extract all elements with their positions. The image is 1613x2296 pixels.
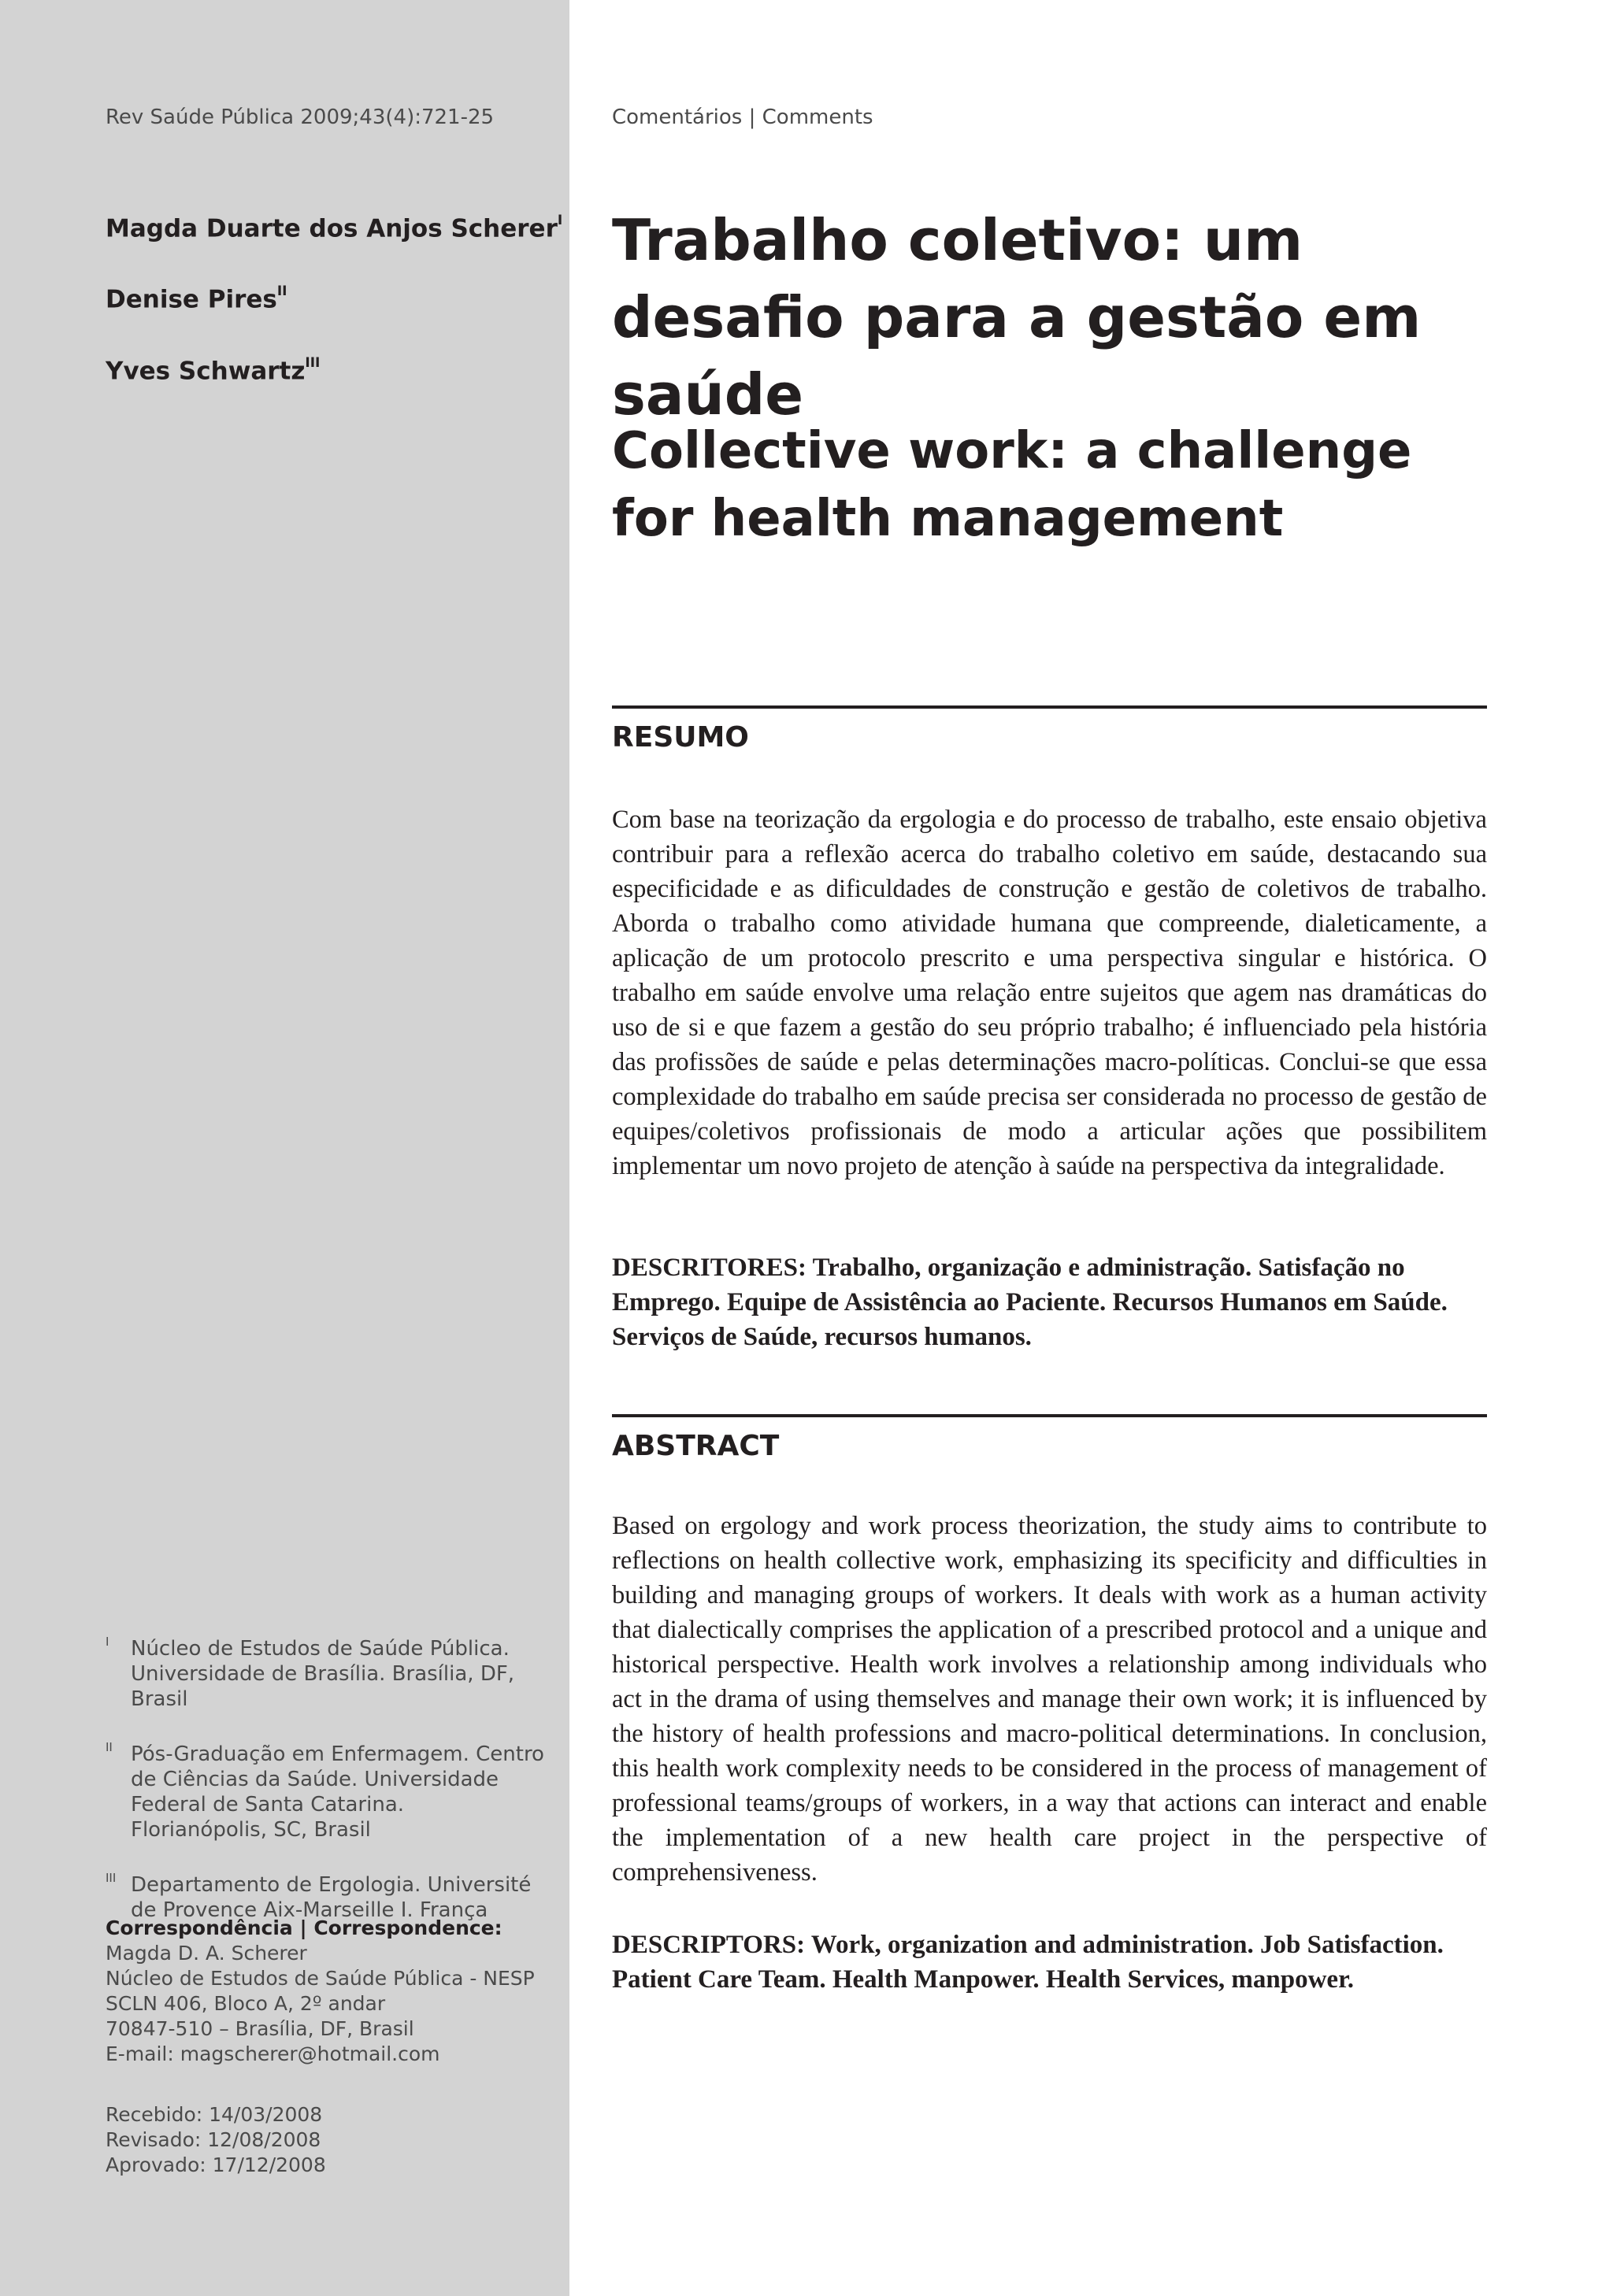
journal-reference: Rev Saúde Pública 2009;43(4):721-25 [106,106,495,129]
author-name: Denise Pires [106,285,277,314]
affiliation-item [106,1636,547,1712]
affiliation-text: Departamento de Ergologia. Université de Provence Aix-Marseille I. França [131,1873,532,1922]
author [106,349,547,388]
resumo-text: Com base na teorização da ergologia e do processo de trabalho, este ensaio objetiva contribuir para a reflexão acerca do trabalho coletivo em saúde, destacando sua especificidade e as dificuldades de construção e gestão de coletivos de trabalho. Aborda o trabalho como atividade humana que compreende, dialeticamente, a aplicação de um protocolo prescrito e uma perspectiva singular e histórica. O trabalho em saúde envolve uma relação entre sujeitos que agem nas dramáticas do uso de si e que fazem a gestão do seu próprio trabalho; é influenciado pela história das profissões de saúde e pelas determinações macro-políticas. Conclui-se que essa complexidade do trabalho em saúde precisa ser considerada no processo de gestão de equipes/coletivos profissionais de modo a articular ações que possibilitem implementar um novo projeto de atenção à saúde na perspectiva da integralidade. [612,805,1487,1180]
resumo-divider [612,705,1487,709]
affiliation-mark: III [106,1871,117,1885]
affiliation-text: Núcleo de Estudos de Saúde Pública. Universidade de Brasília. Brasília, DF, Brasil [131,1637,515,1711]
affiliation-text: Pós-Graduação em Enfermagem. Centro de Ciências da Saúde. Universidade Federal de Santa Catarina. Florianópolis, SC, Brasil [131,1742,544,1842]
correspondence-heading: Correspondência | Correspondence: [106,1916,502,1939]
correspondence-line: Magda D. A. Scherer [106,1942,307,1965]
abstract-heading: ABSTRACT [612,1430,780,1462]
author [106,206,563,246]
author-name: Yves Schwartz [106,356,306,385]
affiliation-item [106,1742,547,1842]
resumo-heading: RESUMO [612,721,749,754]
author-name: Magda Duarte dos Anjos Scherer [106,214,558,243]
resumo-keywords: DESCRITORES: Trabalho, organização e administração. Satisfação no Emprego. Equipe de Assistência ao Paciente. Recursos Humanos em Saúde. Serviços de Saúde, recursos humanos. [612,1254,1448,1351]
section-label: Comentários | Comments [612,106,873,129]
affiliation-mark: II [106,1740,113,1754]
approved-date: Aprovado: 17/12/2008 [106,2153,326,2176]
title-english: Collective work: a challenge for health management [612,422,1412,548]
author-affiliation-mark: III [305,354,321,371]
abstract-divider [612,1414,1487,1417]
title-portuguese: Trabalho coletivo: um desafio para a gestão em saúde [612,207,1422,428]
abstract-text: Based on ergology and work process theorization, the study aims to contribute to reflections on health collective work, emphasizing its specificity and difficulties in building and managing groups of workers. It deals with work as a human activity that dialectically comprises the application of a prescribed protocol and a unique and historical perspective. Health work involves a relationship among individuals who act in the drama of using themselves and manage their own work; it is influenced by the history of health professions and macro-political determinations. In conclusion, this health work complexity needs to be considered in the process of management of professional teams/groups of workers, in a way that actions can interact and enable the implementation of a new health care project in the perspective of comprehensiveness. [612,1512,1487,1887]
affiliation-list [106,1636,547,1953]
author [106,277,547,317]
correspondence-email: E-mail: magscherer@hotmail.com [106,2042,440,2065]
dates-block [106,2102,547,2178]
author-list [106,206,563,420]
correspondence-line: Núcleo de Estudos de Saúde Pública - NESP [106,1967,535,1990]
received-date: Recebido: 14/03/2008 [106,2103,323,2126]
correspondence-line: SCLN 406, Bloco A, 2º andar [106,1992,386,2015]
affiliation-mark: I [106,1635,109,1649]
author-affiliation-mark: II [276,283,287,300]
correspondence-block [106,1916,547,2067]
correspondence-line: 70847-510 – Brasília, DF, Brasil [106,2017,414,2040]
author-affiliation-mark: I [557,213,563,228]
revised-date: Revisado: 12/08/2008 [106,2128,321,2151]
abstract-keywords: DESCRIPTORS: Work, organization and administration. Job Satisfaction. Patient Care Team. Health Manpower. Health Services, manpower. [612,1931,1444,1994]
